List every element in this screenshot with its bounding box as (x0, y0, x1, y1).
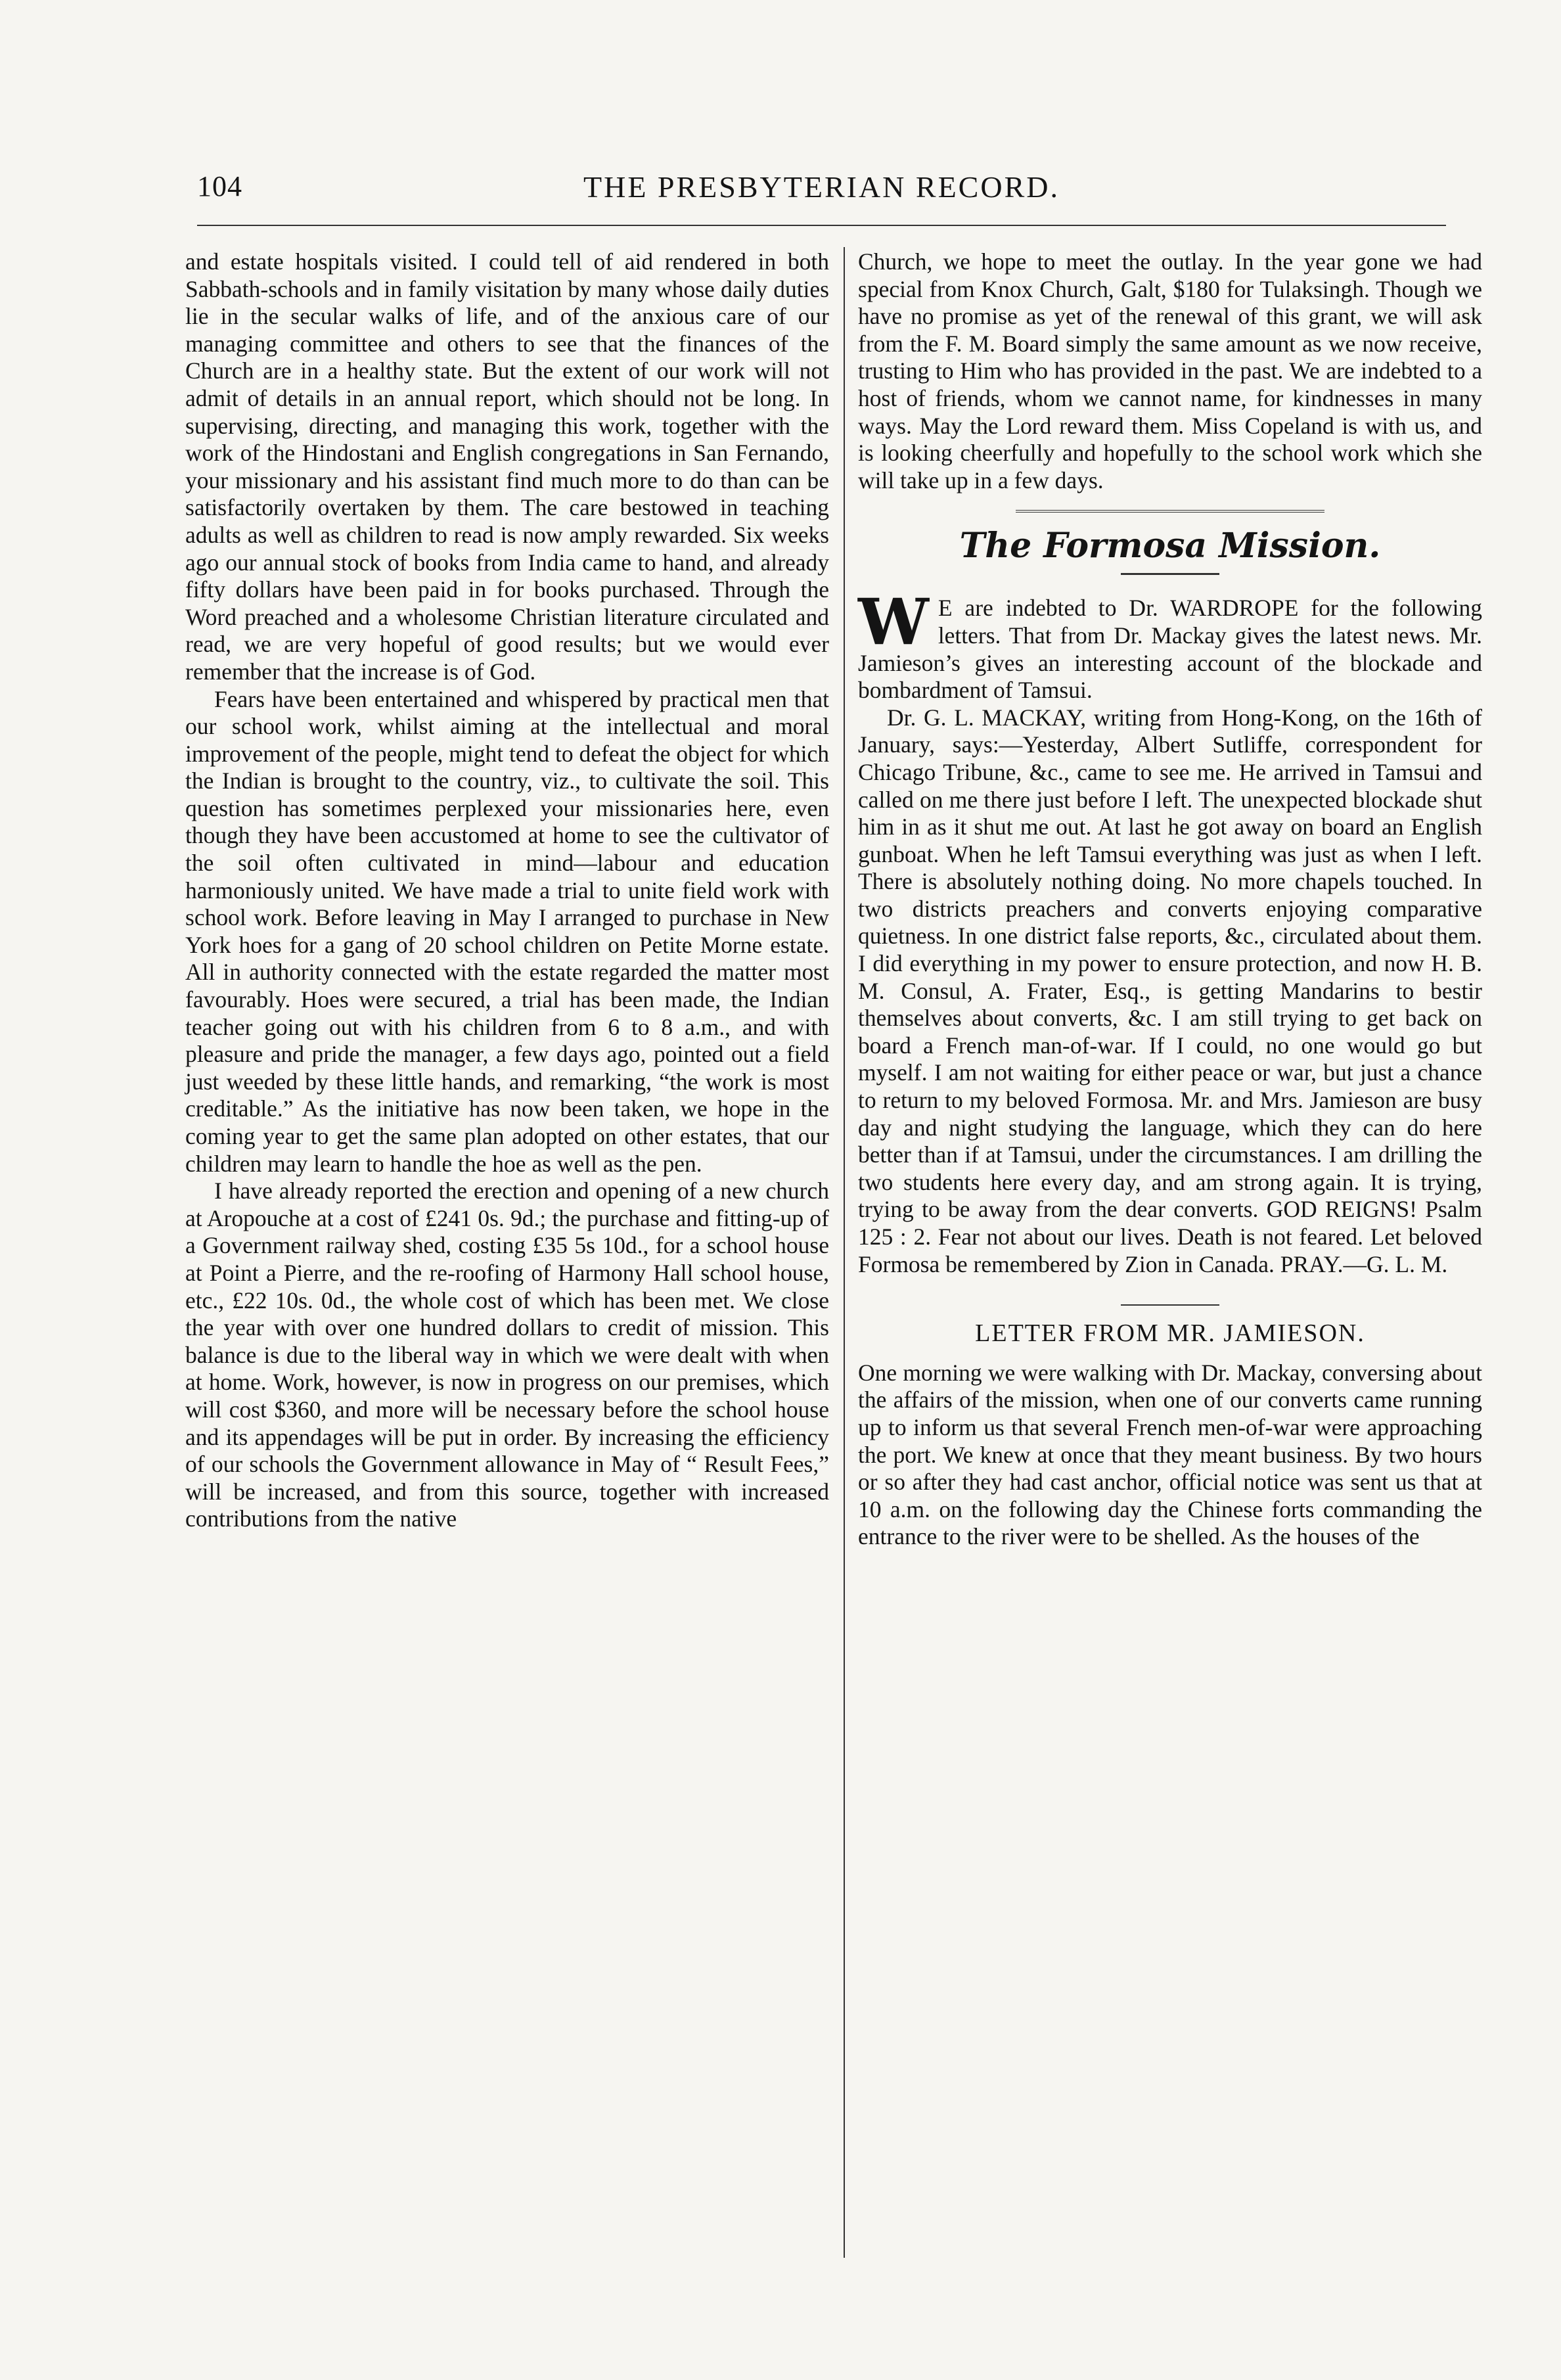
paragraph: Church, we hope to meet the outlay. In the year gone we had special from Knox Church, Galt, $180 for Tulaksingh. Though we have no promise as yet of the renewal of this grant, we will ask from the F. M. Board simply the same amount as we now receive, trusting to Him who has provided in the past. We are indebted to a host of friends, whom we cannot name, for kindnesses in many ways. May the Lord reward them. Miss Copeland is with us, and is looking cheerfully and hopefully to the school work which she will take up in a few days. (858, 248, 1482, 493)
paragraph: I have already reported the erection and opening of a new church at Aropouche at a cost of £241 0s. 9d.; the purchase and fitting-up of a Government railway shed, costing £35 5s 10d., for a school house at Point a Pierre, and the re-roofing of Harmony Hall school house, etc., £22 10s. 0d., the whole cost of which has been met. We close the year with over one hundred dollars to credit of mission. This balance is due to the liberal way in which we were dealt with when at home. Work, however, is now in progress on our premises, which will cost $360, and more will be necessary before the school house and its appendages will be put in order. By increasing the efficiency of our schools the Government allowance in May of “ Result Fees,” will be increased, and from this source, together with increased contributions from the native (185, 1178, 829, 1532)
section-heading: The Formosa Mission. (959, 526, 1381, 566)
section-rule (1121, 1304, 1219, 1306)
column-rule (844, 247, 845, 2258)
letter-heading: LETTER FROM MR. JAMIESON. (975, 1319, 1365, 1348)
right-column (858, 248, 1482, 1551)
drop-cap: W (858, 585, 929, 660)
paragraph: Dr. G. L. MACKAY, writing from Hong-Kong, on the 16th of January, says:—Yesterday, Albert Sutliffe, correspondent for Chicago Tribune, &c., came to see me. He arrived in Tamsui and called on me there just before I left. The unexpected blockade shut him in as it shut me out. At last he got away on board an English gunboat. When he left Tamsui everything was just as when I left. There is absolutely nothing doing. No more chapels touched. In two districts preachers and converts enjoying comparative quietness. In one district false reports, &c., circulated about them. I did everything in my power to ensure protection, and now H. B. M. Consul, A. Frater, Esq., is getting Mandarins to bestir themselves about converts, &c. I am still trying to get back on board a French man-of-war. If I could, no one would go but myself. I am not waiting for either peace or war, but just a chance to return to my beloved Formosa. Mr. and Mrs. Jamieson are busy day and night studying the language, which they can do here better than if at Tamsui, under the circumstances. I am drilling the two students here every day, and am strong again. It is trying, trying to be away from the dear converts. GOD REIGNS! Psalm 125 : 2. Fear not about our lives. Death is not feared. Let beloved Formosa be remembered by Zion in Canada. PRAY.—G. L. M. (858, 704, 1482, 1277)
running-title: THE PRESBYTERIAN RECORD. (583, 170, 1060, 204)
page-number: 104 (197, 170, 242, 202)
intro-paragraph (858, 585, 1482, 704)
header-rule (197, 225, 1446, 226)
page-header (197, 170, 1446, 212)
section-rule (1121, 573, 1219, 575)
intro-text: E are indebted to Dr. WARDROPE for the following letters. That from Dr. Mackay gives the latest news. Mr. Jamieson’s gives an interesting account of the blockade and bombardment of Tamsui. (858, 595, 1482, 704)
paragraph: Fears have been entertained and whispered by practical men that our school work, whilst aiming at the intellectual and moral improvement of the people, might tend to defeat the object for which the Indian is brought to the country, viz., to cultivate the soil. This question has sometimes perplexed your missionaries here, even though they have been accustomed at home to see the cultivator of the soil often cultivated in mind—labour and education harmoniously united. We have made a trial to unite field work with school work. Before leaving in May I arranged to purchase in New York hoes for a gang of 20 school children on Petite Morne estate. All in authority connected with the estate regarded the matter most favourably. Hoes were secured, a trial has been made, the Indian teacher going out with his children from 6 to 8 a.m., and with pleasure and pride the manager, a few days ago, pointed out a field just weeded by these little hands, and remarking, “the work is most creditable.” As the initiative has now been taken, we hope in the coming year to get the same plan adopted on other estates, that our children may learn to handle the hoe as well as the pen. (185, 685, 829, 1177)
paragraph: and estate hospitals visited. I could tell of aid rendered in both Sabbath-schools and in family visitation by many whose daily duties lie in the secular walks of life, and of the anxious care of our managing committee and others to see that the finances of the Church are in a healthy state. But the extent of our work will not admit of details in an annual report, which should not be long. In supervising, directing, and managing this work, together with the work of the Hindostani and English congregations in San Fernando, your missionary and his assistant find much more to do than can be satisfactorily overtaken by them. The care bestowed in teaching adults as well as children to read is now amply rewarded. Six weeks ago our annual stock of books from India came to hand, and already fifty dollars have been paid in for books purchased. Through the Word preached and a wholesome Christian literature circulated and read, we are very hopeful of good results; but we would ever remember that the increase is of God. (185, 248, 829, 685)
paragraph: One morning we were walking with Dr. Mackay, conversing about the affairs of the mission, when one of our converts came running up to inform us that several French men-of-war were approaching the port. We knew at once that they meant business. By two hours or so after they had cast anchor, official notice was sent us that at 10 a.m. on the following day the Chinese forts commanding the entrance to the river were to be shelled. As the houses of the (858, 1359, 1482, 1550)
section-rule (1016, 510, 1324, 513)
left-column (185, 248, 829, 1533)
